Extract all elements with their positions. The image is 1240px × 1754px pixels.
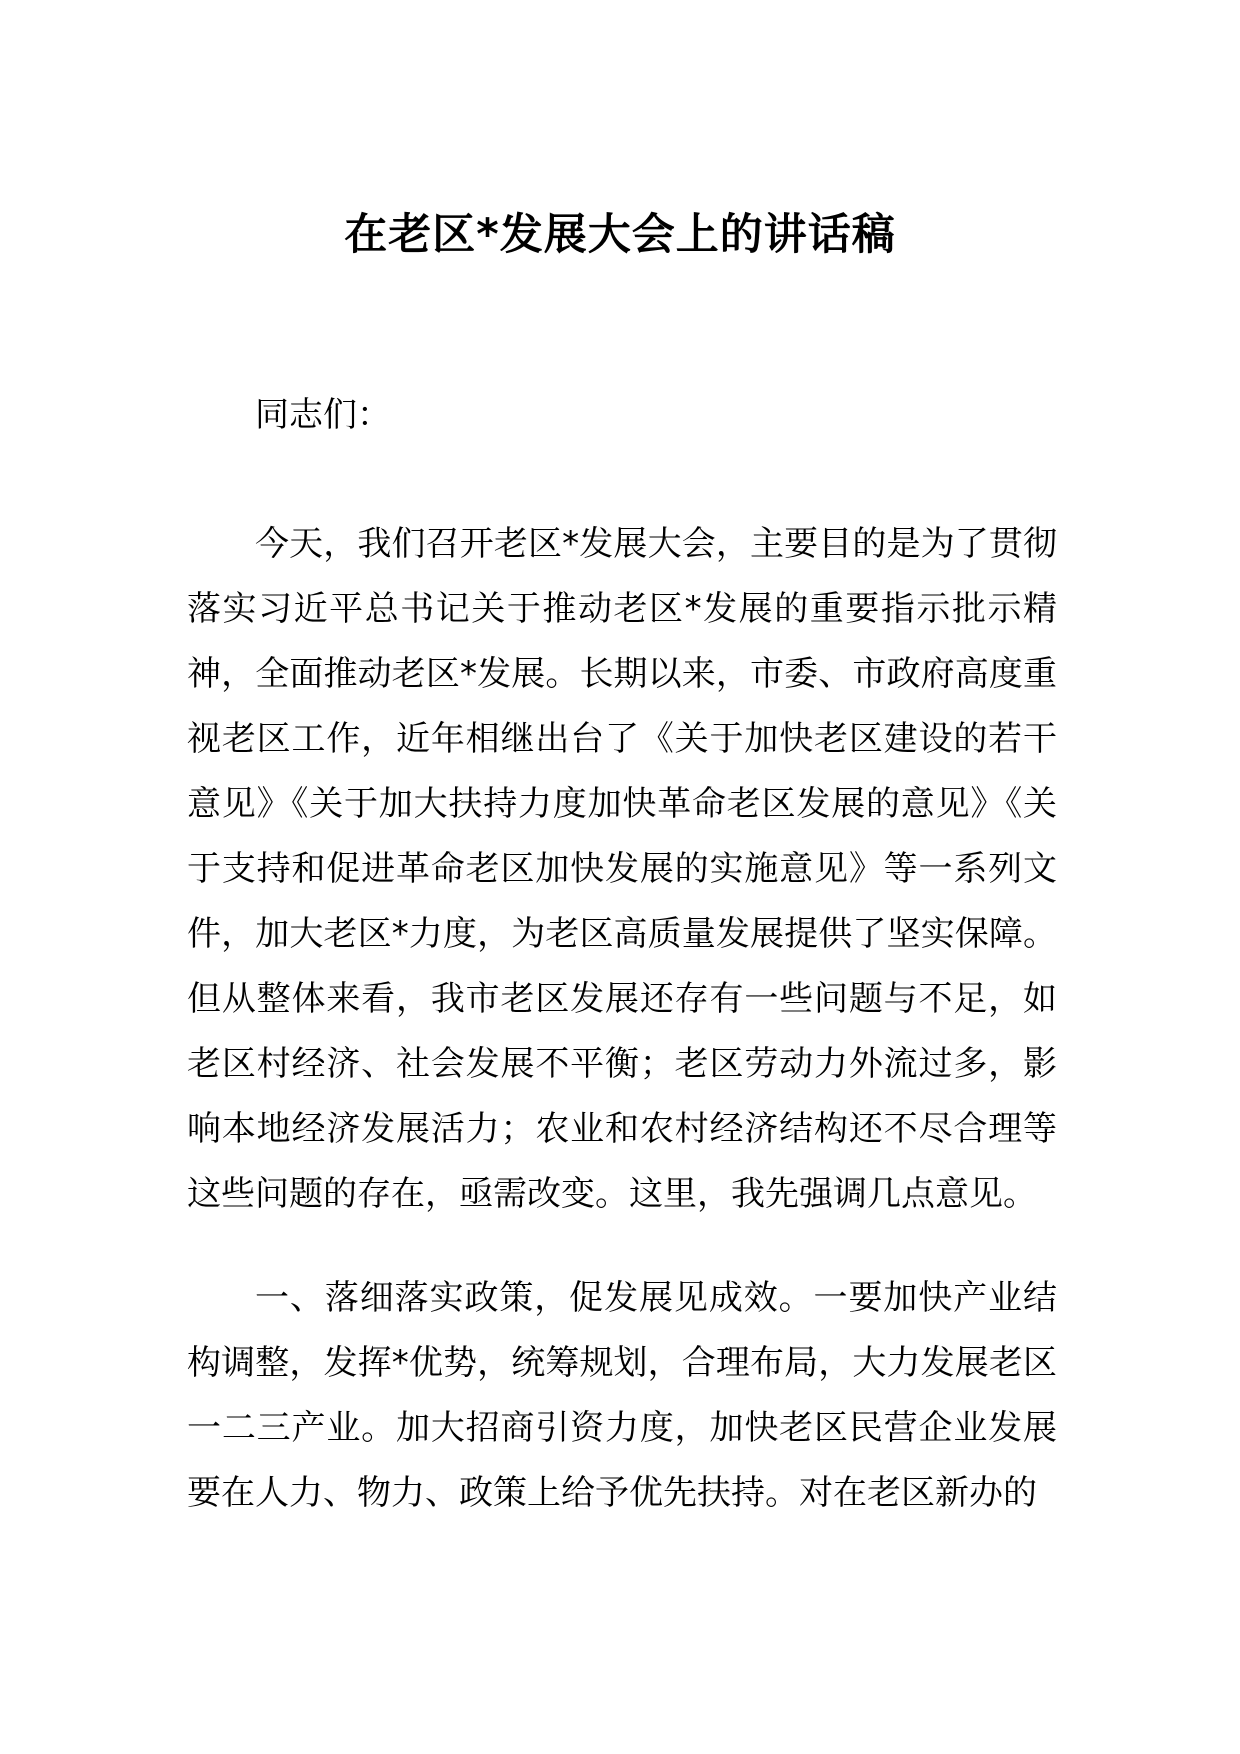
body-paragraph-1: 今天，我们召开老区*发展大会，主要目的是为了贯彻落实习近平总书记关于推动老区*发展的重要指示批示精神，全面推动老区*发展。长期以来，市委、市政府高度重视老区工作，近年相继出台了《关于加快老区建设的若干意见》《关于加大扶持力度加快革命老区发展的意见》《关于支持和促进革命老区加快发展的实施意见》等一系列文件，加大老区*力度，为老区高质量发展提供了坚实保障。但从整体来看，我市老区发展还存有一些问题与不足，如老区村经济、社会发展不平衡；老区劳动力外流过多，影响本地经济发展活力；农业和农村经济结构还不尽合理等这些问题的存在，亟需改变。这里，我先强调几点意见。 [187,524,1057,1214]
document-title: 在老区*发展大会上的讲话稿 [344,210,896,260]
salutation: 同志们： [255,395,391,435]
body-paragraph-2: 一、落细落实政策，促发展见成效。一要加快产业结构调整，发挥*优势，统筹规划，合理布局，大力发展老区一二三产业。加大招商引资力度，加快老区民营企业发展要在人力、物力、政策上给予优先扶持。对在老区新办的 [187,1278,1057,1513]
